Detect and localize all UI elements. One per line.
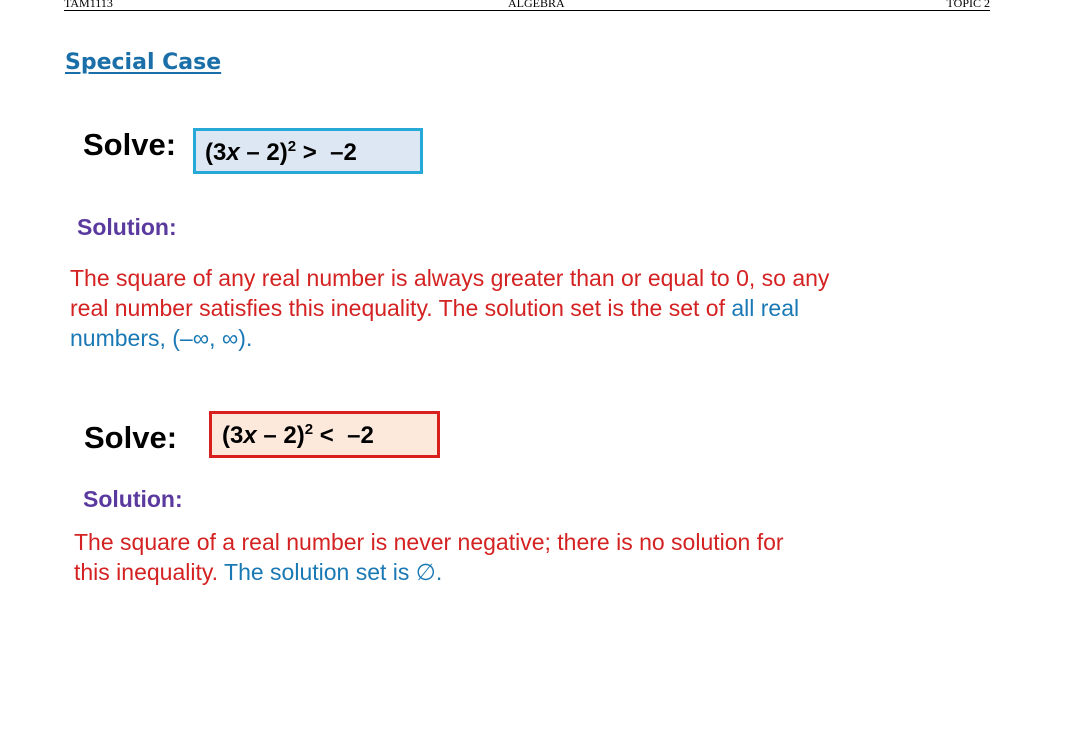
inequality-box-2 (209, 411, 440, 458)
expr-open-1: (3 (205, 139, 227, 166)
header-subject: ALGEBRA (508, 0, 565, 10)
expr-relation-2: < –2 (313, 422, 374, 449)
solution-text-1 (70, 263, 830, 353)
inequality-box-1 (193, 128, 423, 174)
expr-variable-1: x (226, 139, 240, 166)
solution-text-1-blue: all real numbers, (–∞, ∞). (70, 295, 800, 351)
solve-label-1: Solve: (83, 127, 177, 162)
expr-relation-1: > –2 (296, 139, 357, 166)
expr-exponent-2: 2 (304, 421, 314, 438)
expr-mid-1: – 2) (239, 139, 288, 166)
expr-variable-2: x (243, 422, 257, 449)
page-header (64, 0, 990, 11)
solution-text-2-red: The square of a real number is never negative; there is no solution for this inequality. (74, 529, 784, 585)
solution-text-2-blue: The solution set is ∅. (218, 559, 443, 585)
solution-text-1-red: The square of any real number is always greater than or equal to 0, so any real number satisfies this inequality. The solution set is the set of (70, 265, 830, 321)
header-topic: TOPIC 2 (946, 0, 990, 10)
expr-exponent-1: 2 (287, 138, 297, 155)
header-course-code: TAM1113 (64, 0, 113, 10)
expr-open-2: (3 (222, 422, 244, 449)
expr-mid-2: – 2) (256, 422, 305, 449)
solution-text-2 (74, 527, 814, 587)
section-title: Special Case (65, 50, 222, 75)
solution-label-1: Solution: (77, 214, 177, 240)
solve-label-2: Solve: (84, 420, 178, 455)
solution-label-2: Solution: (83, 486, 183, 512)
